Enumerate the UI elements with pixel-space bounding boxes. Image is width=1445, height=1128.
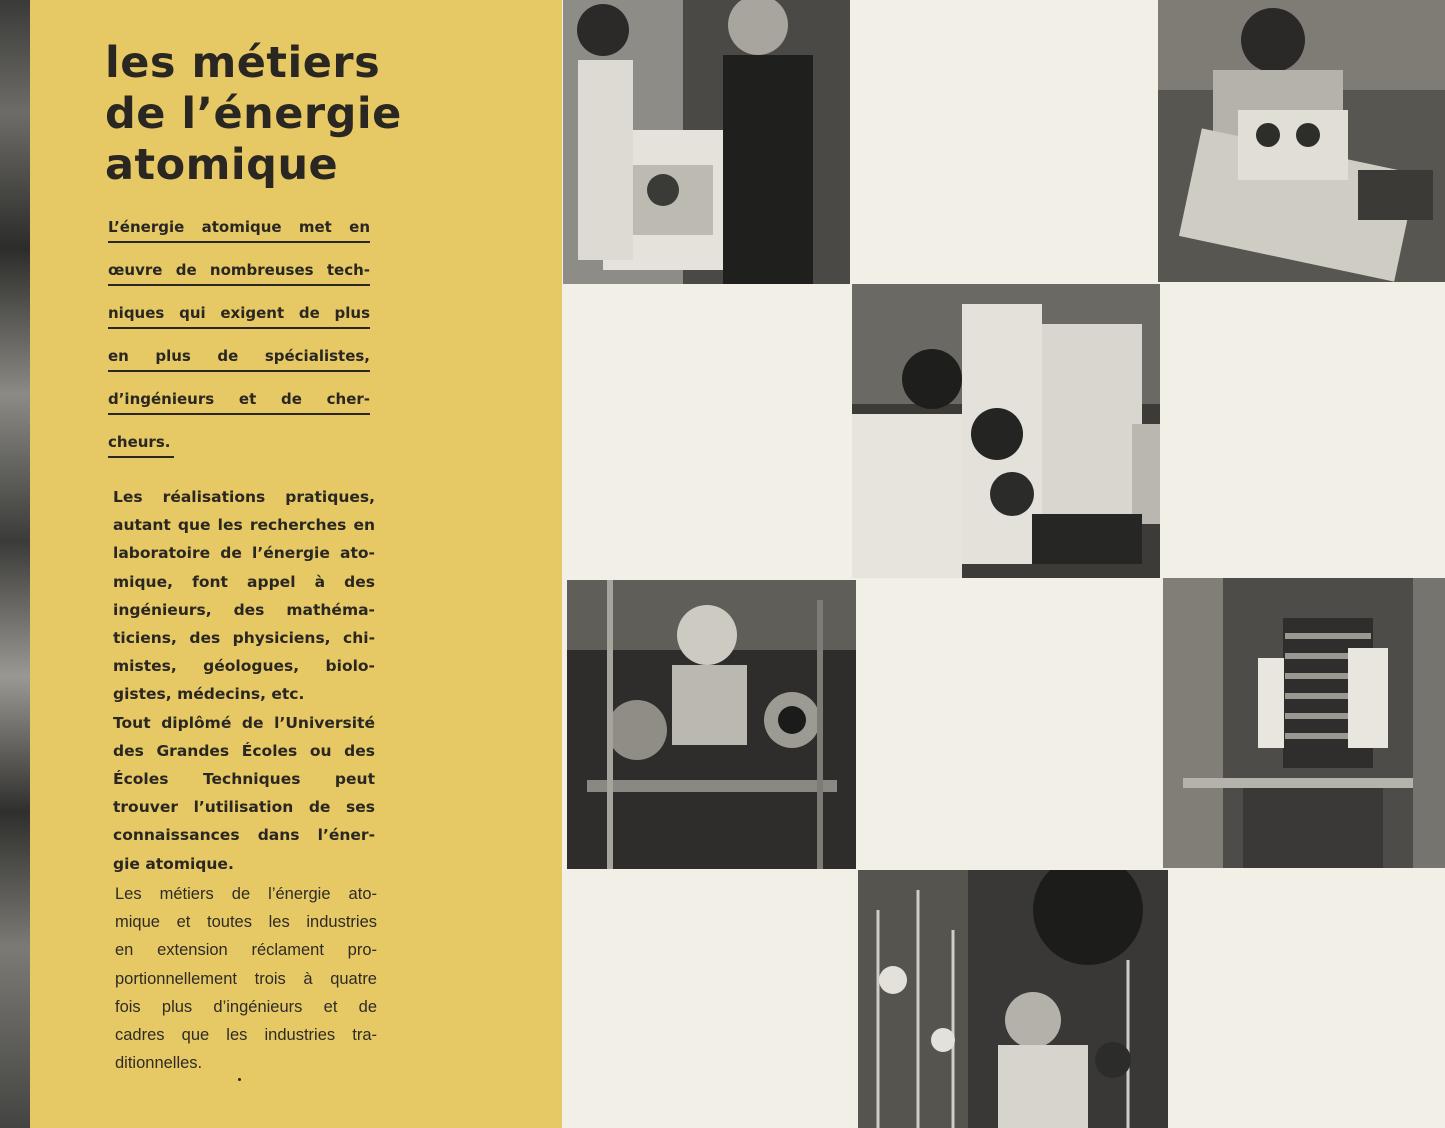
- body-line: autant que les recherches en: [113, 516, 375, 535]
- body-line: Les métiers de l’énergie ato-: [115, 885, 377, 903]
- body-line: gistes, médecins, etc.: [113, 685, 305, 704]
- body-line: des Grandes Écoles ou des: [113, 741, 375, 760]
- photo-microscope-operator: [852, 284, 1160, 578]
- previous-page-edge: [0, 0, 30, 1128]
- body-plain-paragraph: [115, 880, 377, 1077]
- body-line: portionnellement trois à quatre: [115, 969, 377, 988]
- body-line: ticiens, des physiciens, chi-: [113, 629, 375, 648]
- body-bold-paragraph: [113, 483, 375, 878]
- intro-line: cheurs.: [108, 429, 174, 458]
- body-line: mique et toutes les industries: [115, 913, 377, 932]
- photo-vacuum-apparatus: [567, 580, 856, 869]
- body-line: connaissances dans l’éner-: [113, 826, 375, 845]
- body-line: trouver l’utilisation de ses: [113, 798, 375, 817]
- body-line: fois plus d’ingénieurs et de: [115, 997, 377, 1016]
- page-title: [105, 38, 545, 191]
- photo-accelerator-column: [1163, 578, 1445, 868]
- body-line: mique, font appel à des: [113, 572, 375, 591]
- body-line: ditionnelles.: [115, 1054, 203, 1073]
- body-line: Écoles Techniques peut: [113, 770, 375, 789]
- title-line-3: atomique: [105, 140, 339, 190]
- intro-line: L’énergie atomique met en: [108, 214, 370, 243]
- body-line: Tout diplômé de l’Université: [113, 713, 375, 732]
- intro-paragraph: [108, 214, 370, 472]
- body-line: Les réalisations pratiques,: [113, 488, 375, 506]
- body-line: gie atomique.: [113, 854, 234, 873]
- photo-glassware-lab: [858, 870, 1168, 1128]
- body-line: ingénieurs, des mathéma-: [113, 600, 375, 619]
- title-line-2: de l’énergie: [105, 89, 402, 139]
- intro-line: d’ingénieurs et de cher-: [108, 386, 370, 415]
- body-line: cadres que les industries tra-: [115, 1026, 377, 1045]
- title-line-1: les métiers: [105, 38, 381, 88]
- print-speck: [238, 1078, 241, 1081]
- intro-line: œuvre de nombreuses tech-: [108, 257, 370, 286]
- body-line: en extension réclament pro-: [115, 941, 377, 960]
- body-line: mistes, géologues, biolo-: [113, 657, 375, 676]
- intro-line: en plus de spécialistes,: [108, 343, 370, 372]
- body-line: laboratoire de l’énergie ato-: [113, 544, 375, 563]
- photo-field-instrument: [1158, 0, 1445, 282]
- intro-line: niques qui exigent de plus: [108, 300, 370, 329]
- photo-doctor-and-patient: [563, 0, 850, 284]
